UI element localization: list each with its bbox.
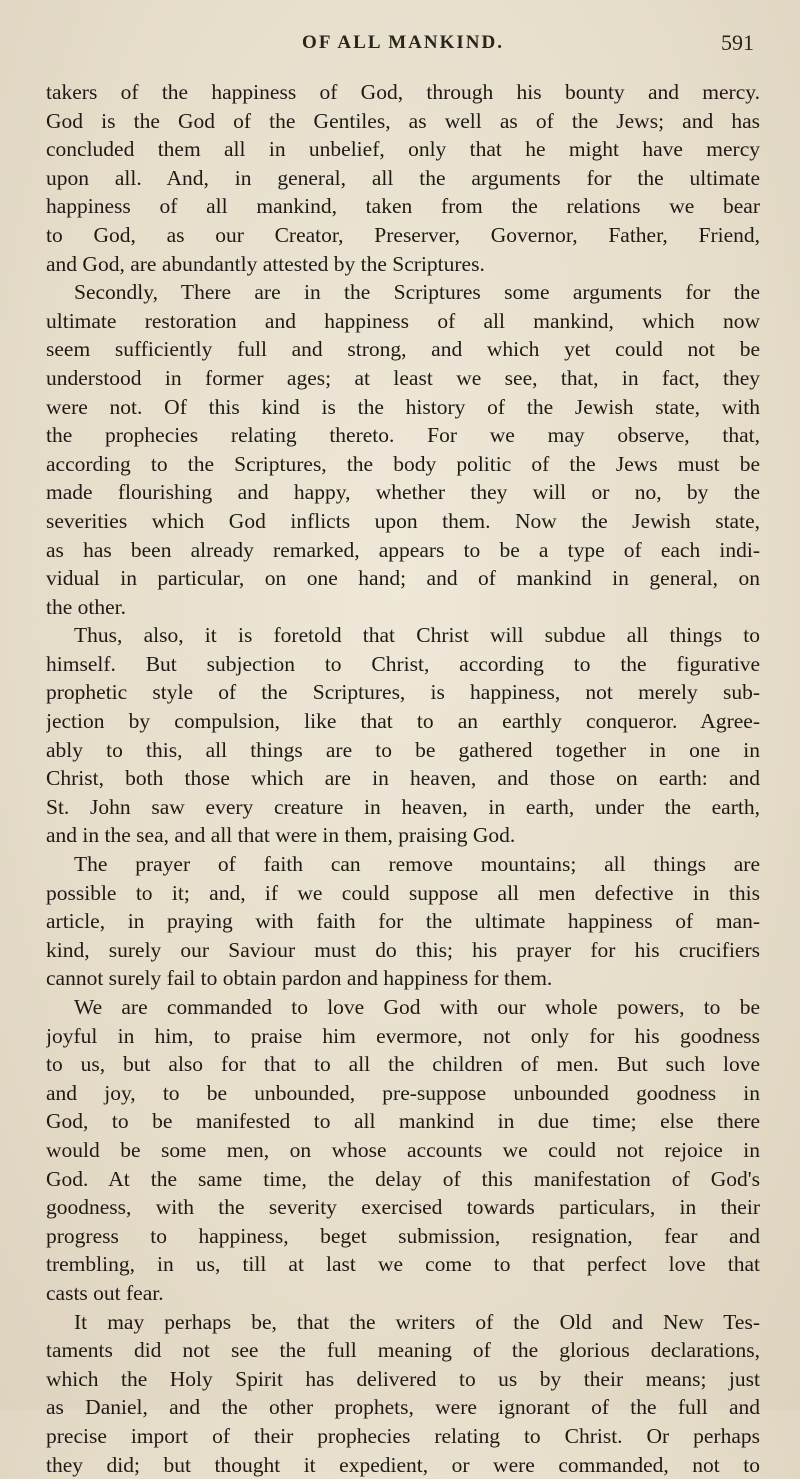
text-line: which the Holy Spirit has delivered to us by their means; just — [46, 1365, 760, 1394]
text-line: goodness, with the severity exercised towards particulars, in their — [46, 1193, 760, 1222]
text-line: happiness of all mankind, taken from the relations we bear — [46, 192, 760, 221]
text-line: Secondly, There are in the Scriptures some arguments for the — [46, 278, 760, 307]
text-line: The prayer of faith can remove mountains; all things are — [46, 850, 760, 879]
text-line: ably to this, all things are to be gathered together in one in — [46, 736, 760, 765]
text-line: God. At the same time, the delay of this manifestation of God's — [46, 1165, 760, 1194]
text-line: casts out fear. — [46, 1279, 760, 1308]
text-line: as has been already remarked, appears to be a type of each indi- — [46, 536, 760, 565]
text-line: ultimate restoration and happiness of all mankind, which now — [46, 307, 760, 336]
text-line: cannot surely fail to obtain pardon and happiness for them. — [46, 964, 760, 993]
text-line: Christ, both those which are in heaven, and those on earth: and — [46, 764, 760, 793]
text-line: joyful in him, to praise him evermore, not only for his goodness — [46, 1022, 760, 1051]
text-line: to us, but also for that to all the children of men. But such love — [46, 1050, 760, 1079]
text-line: It may perhaps be, that the writers of the Old and New Tes- — [46, 1308, 760, 1337]
text-line: severities which God inflicts upon them. Now the Jewish state, — [46, 507, 760, 536]
page-number: 591 — [721, 30, 754, 56]
text-line: according to the Scriptures, the body politic of the Jews must be — [46, 450, 760, 479]
text-line: God is the God of the Gentiles, as well as of the Jews; and has — [46, 107, 760, 136]
text-line: concluded them all in unbelief, only that he might have mercy — [46, 135, 760, 164]
text-line: would be some men, on whose accounts we could not rejoice in — [46, 1136, 760, 1165]
text-line: understood in former ages; at least we see, that, in fact, they — [46, 364, 760, 393]
text-line: and in the sea, and all that were in them, praising God. — [46, 821, 760, 850]
text-line: the other. — [46, 593, 760, 622]
text-line: himself. But subjection to Christ, according to the figurative — [46, 650, 760, 679]
text-line: they did; but thought it expedient, or were commanded, not to — [46, 1451, 760, 1479]
text-line: progress to happiness, beget submission, resignation, fear and — [46, 1222, 760, 1251]
text-line: God, to be manifested to all mankind in due time; else there — [46, 1107, 760, 1136]
text-line: to God, as our Creator, Preserver, Governor, Father, Friend, — [46, 221, 760, 250]
running-head — [46, 28, 760, 64]
text-line: were not. Of this kind is the history of the Jewish state, with — [46, 393, 760, 422]
text-line: made flourishing and happy, whether they will or no, by the — [46, 478, 760, 507]
text-line: prophetic style of the Scriptures, is happiness, not merely sub- — [46, 678, 760, 707]
text-line: jection by compulsion, like that to an earthly conqueror. Agree- — [46, 707, 760, 736]
text-line: trembling, in us, till at last we come to that perfect love that — [46, 1250, 760, 1279]
body-text — [46, 78, 760, 1479]
text-line: takers of the happiness of God, through his bounty and mercy. — [46, 78, 760, 107]
text-line: St. John saw every creature in heaven, in earth, under the earth, — [46, 793, 760, 822]
text-line: vidual in particular, on one hand; and of mankind in general, on — [46, 564, 760, 593]
text-line: upon all. And, in general, all the arguments for the ultimate — [46, 164, 760, 193]
text-line: We are commanded to love God with our whole powers, to be — [46, 993, 760, 1022]
text-line: possible to it; and, if we could suppose all men defective in this — [46, 879, 760, 908]
text-line: precise import of their prophecies relating to Christ. Or perhaps — [46, 1422, 760, 1451]
text-line: seem sufficiently full and strong, and which yet could not be — [46, 335, 760, 364]
text-line: and God, are abundantly attested by the Scriptures. — [46, 250, 760, 279]
text-line: as Daniel, and the other prophets, were ignorant of the full and — [46, 1393, 760, 1422]
text-line: and joy, to be unbounded, pre-suppose unbounded goodness in — [46, 1079, 760, 1108]
text-line: taments did not see the full meaning of the glorious declarations, — [46, 1336, 760, 1365]
text-line: article, in praying with faith for the ultimate happiness of man- — [46, 907, 760, 936]
text-line: kind, surely our Saviour must do this; his prayer for his crucifiers — [46, 936, 760, 965]
text-line: the prophecies relating thereto. For we may observe, that, — [46, 421, 760, 450]
text-line: Thus, also, it is foretold that Christ will subdue all things to — [46, 621, 760, 650]
running-title: OF ALL MANKIND. — [46, 32, 760, 54]
